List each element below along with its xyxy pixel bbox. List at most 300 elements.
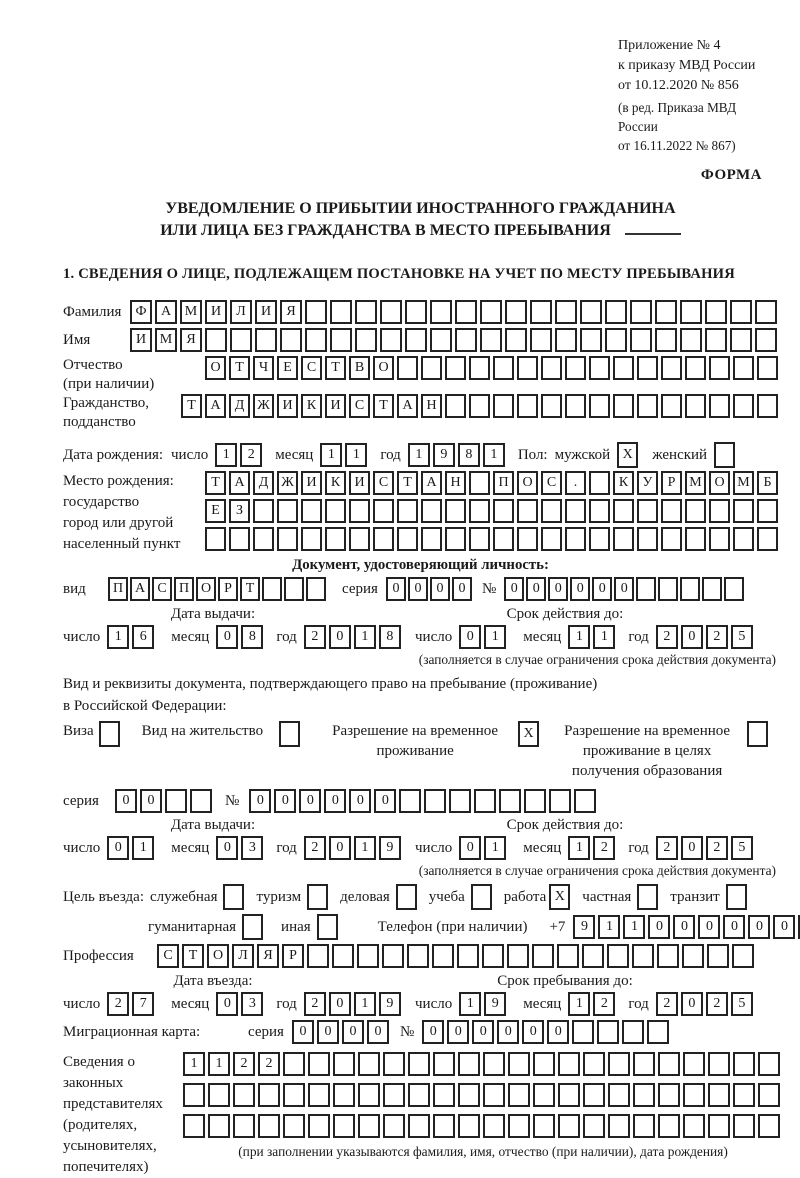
- identity-doc-issue-col: [63, 605, 415, 649]
- char-box-filled: С: [541, 471, 562, 495]
- char-box-filled: 0: [216, 836, 238, 860]
- char-box-empty: [589, 356, 610, 380]
- char-box-filled: О: [517, 471, 538, 495]
- purpose-private: [582, 884, 658, 910]
- char-box-filled: 2: [258, 1052, 280, 1076]
- purpose-work-label: работа: [503, 888, 547, 905]
- char-box-empty: [605, 328, 627, 352]
- field-birth-date: [63, 442, 778, 468]
- char-box-empty: [613, 356, 634, 380]
- char-box-filled: И: [255, 300, 277, 324]
- representatives-label-line5: усыновителях,: [63, 1138, 157, 1154]
- char-box-empty: [685, 356, 706, 380]
- residence-doc-series-boxes: [115, 789, 215, 813]
- purpose-work-checkbox: [549, 884, 570, 910]
- char-box-empty: [458, 1052, 480, 1076]
- char-box-filled: 2: [656, 992, 678, 1016]
- char-box-filled: А: [205, 394, 226, 418]
- char-box-empty: [685, 527, 706, 551]
- patronymic-boxes: [205, 356, 781, 380]
- phone-label: Телефон (при наличии): [377, 918, 528, 935]
- char-box-empty: [445, 527, 466, 551]
- char-box-filled: Д: [253, 471, 274, 495]
- char-box-filled: А: [130, 577, 150, 601]
- residence-doc-intro-line2: в Российской Федерации:: [63, 698, 227, 714]
- char-box-empty: [755, 328, 777, 352]
- char-box-empty: [380, 328, 402, 352]
- residence-doc-intro-line1: Вид и реквизиты документа, подтверждающего право на пребывание (проживание): [63, 676, 598, 692]
- char-box-empty: [637, 884, 658, 910]
- month-label: месяц: [171, 628, 210, 645]
- char-box-empty: [733, 394, 754, 418]
- char-box-empty: [758, 1052, 780, 1076]
- purpose-other-label: иная: [281, 918, 311, 935]
- representatives-note: (при заполнении указываются фамилия, имя, отчество (при наличии), дата рождения): [238, 1144, 728, 1159]
- char-box-empty: [483, 1114, 505, 1138]
- char-box-empty: [613, 394, 634, 418]
- char-box-filled: О: [205, 356, 226, 380]
- char-box-empty: [208, 1114, 230, 1138]
- char-box-empty: [574, 789, 596, 813]
- char-box-filled: 5: [731, 836, 753, 860]
- residence-doc-expiry-col: [415, 816, 778, 860]
- char-box-empty: [262, 577, 282, 601]
- char-box-empty: [508, 1083, 530, 1107]
- char-box-filled: 1: [320, 443, 342, 467]
- char-box-empty: [230, 328, 252, 352]
- representatives-label: [63, 1052, 183, 1178]
- form-title-line1: УВЕДОМЛЕНИЕ О ПРИБЫТИИ ИНОСТРАННОГО ГРАЖДАНИНА: [165, 200, 676, 217]
- char-box-empty: [657, 944, 679, 968]
- surname-label: Фамилия: [63, 304, 122, 320]
- char-box-empty: [530, 300, 552, 324]
- char-box-filled: 0: [570, 577, 590, 601]
- char-box-filled: 0: [386, 577, 406, 601]
- char-box-empty: [555, 300, 577, 324]
- stay-until-col: [415, 972, 778, 1016]
- char-box-empty: [205, 527, 226, 551]
- char-box-empty: [493, 527, 514, 551]
- char-box-empty: [445, 499, 466, 523]
- char-box-empty: [680, 300, 702, 324]
- migration-card-number-label: №: [399, 1024, 415, 1040]
- char-box-filled: И: [277, 394, 298, 418]
- char-box-filled: 1: [354, 836, 376, 860]
- char-box-empty: [255, 328, 277, 352]
- char-box-filled: Я: [180, 328, 202, 352]
- representatives-right: [183, 1052, 783, 1160]
- stay-year-boxes: [656, 992, 756, 1016]
- char-box-empty: [330, 328, 352, 352]
- char-box-empty: [709, 527, 730, 551]
- char-box-empty: [223, 884, 244, 910]
- month-label: месяц: [523, 628, 562, 645]
- char-box-empty: [636, 577, 656, 601]
- char-box-filled: 0: [681, 992, 703, 1016]
- char-box-filled: Т: [205, 471, 226, 495]
- char-box-empty: [589, 499, 610, 523]
- char-box-empty: [607, 944, 629, 968]
- identity-expiry-day-boxes: [459, 625, 509, 649]
- residence-doc-number-boxes: [249, 789, 599, 813]
- char-box-filled: Ж: [277, 471, 298, 495]
- form-title-line2-text: ИЛИ ЛИЦА БЕЗ ГРАЖДАНСТВА В МЕСТО ПРЕБЫВАНИЯ: [160, 222, 611, 239]
- char-box-empty: [517, 394, 538, 418]
- char-box-filled: 2: [593, 836, 615, 860]
- char-box-filled: 0: [274, 789, 296, 813]
- char-box-filled: X: [549, 884, 570, 910]
- char-box-filled: 0: [748, 915, 770, 939]
- char-box-empty: [505, 300, 527, 324]
- char-box-empty: [582, 944, 604, 968]
- identity-doc-expiry-title: Срок действия до:: [506, 606, 624, 622]
- form-title-line2: [63, 220, 778, 242]
- char-box-filled: О: [709, 471, 730, 495]
- patronymic-label-line2: (при наличии): [63, 376, 155, 392]
- option-visa: [63, 721, 120, 747]
- char-box-empty: [647, 1020, 669, 1044]
- char-box-filled: 9: [379, 836, 401, 860]
- char-box-filled: 1: [132, 836, 154, 860]
- identity-doc-expiry-date: [415, 625, 778, 649]
- char-box-filled: У: [637, 471, 658, 495]
- char-box-filled: Т: [325, 356, 346, 380]
- phone-prefix: +7: [549, 918, 566, 935]
- char-box-filled: 0: [292, 1020, 314, 1044]
- char-box-empty: [589, 527, 610, 551]
- char-box-empty: [165, 789, 187, 813]
- char-box-filled: С: [152, 577, 172, 601]
- char-box-filled: П: [493, 471, 514, 495]
- char-box-empty: [757, 356, 778, 380]
- char-box-filled: 0: [698, 915, 720, 939]
- char-box-filled: 0: [342, 1020, 364, 1044]
- char-box-filled: А: [229, 471, 250, 495]
- char-box-empty: [633, 1052, 655, 1076]
- char-box-empty: [733, 1114, 755, 1138]
- char-box-filled: Т: [229, 356, 250, 380]
- char-box-empty: [469, 499, 490, 523]
- char-box-empty: [613, 499, 634, 523]
- char-box-empty: [541, 356, 562, 380]
- char-box-empty: [433, 1083, 455, 1107]
- birth-day-label: число: [171, 446, 209, 463]
- identity-doc-kind-label: вид: [63, 581, 86, 597]
- char-box-filled: 0: [329, 836, 351, 860]
- char-box-empty: [658, 1083, 680, 1107]
- char-box-filled: 0: [452, 577, 472, 601]
- char-box-empty: [283, 1052, 305, 1076]
- char-box-empty: [724, 577, 744, 601]
- entry-dates: [63, 972, 778, 1016]
- char-box-empty: [458, 1083, 480, 1107]
- birth-month-label: месяц: [275, 446, 314, 463]
- residence-doc-series-row: [63, 789, 778, 813]
- residence-issue-year-boxes: [304, 836, 404, 860]
- char-box-empty: [283, 1083, 305, 1107]
- residence-doc-note: (заполняется в случае ограничения срока действия документа): [418, 863, 776, 878]
- char-box-empty: [708, 1052, 730, 1076]
- purpose-tourism: [256, 884, 328, 910]
- identity-issue-month-boxes: [216, 625, 266, 649]
- char-box-empty: [622, 1020, 644, 1044]
- char-box-empty: [421, 356, 442, 380]
- char-box-filled: 1: [215, 443, 237, 467]
- char-box-filled: 2: [107, 992, 129, 1016]
- char-box-filled: 1: [568, 625, 590, 649]
- representatives-row3: [183, 1114, 783, 1138]
- residence-issue-month-boxes: [216, 836, 266, 860]
- char-box-empty: [480, 328, 502, 352]
- char-box-empty: [680, 577, 700, 601]
- char-box-empty: [507, 944, 529, 968]
- field-patronymic: [63, 356, 778, 394]
- char-box-filled: 1: [623, 915, 645, 939]
- revision-line-1: (в ред. Приказа МВД России: [618, 100, 737, 134]
- identity-doc-kind-boxes: [108, 577, 328, 601]
- char-box-filled: 0: [317, 1020, 339, 1044]
- entry-year-boxes: [304, 992, 404, 1016]
- char-box-empty: [445, 394, 466, 418]
- option-temporary-residence-education: [553, 721, 768, 781]
- char-box-empty: [732, 944, 754, 968]
- char-box-filled: 5: [731, 625, 753, 649]
- char-box-empty: [707, 944, 729, 968]
- char-box-empty: [757, 499, 778, 523]
- char-box-filled: 0: [681, 625, 703, 649]
- char-box-filled: 2: [706, 992, 728, 1016]
- citizenship-label-line2: подданство: [63, 414, 136, 430]
- char-box-empty: [517, 527, 538, 551]
- char-box-filled: 1: [568, 836, 590, 860]
- day-label: число: [415, 839, 453, 856]
- identity-expiry-month-boxes: [568, 625, 618, 649]
- purpose-business-label: деловая: [340, 888, 390, 905]
- purpose-business-checkbox: [396, 884, 417, 910]
- char-box-empty: [99, 721, 120, 747]
- char-box-filled: М: [733, 471, 754, 495]
- char-box-empty: [333, 1083, 355, 1107]
- month-label: месяц: [523, 839, 562, 856]
- char-box-empty: [301, 527, 322, 551]
- identity-doc-issue-title: Дата выдачи:: [170, 606, 256, 622]
- patronymic-label: [63, 356, 205, 394]
- legal-reference-block: [618, 36, 778, 155]
- char-box-filled: 0: [367, 1020, 389, 1044]
- char-box-filled: М: [155, 328, 177, 352]
- stay-until-date: [415, 992, 778, 1016]
- entry-date-col: [63, 972, 415, 1016]
- char-box-empty: [608, 1114, 630, 1138]
- char-box-filled: 2: [304, 836, 326, 860]
- char-box-filled: X: [617, 442, 638, 468]
- char-box-filled: 2: [233, 1052, 255, 1076]
- char-box-empty: [580, 300, 602, 324]
- char-box-empty: [190, 789, 212, 813]
- char-box-empty: [305, 328, 327, 352]
- char-box-filled: Н: [445, 471, 466, 495]
- char-box-filled: 3: [241, 992, 263, 1016]
- char-box-empty: [349, 527, 370, 551]
- purpose-official-checkbox: [223, 884, 244, 910]
- char-box-empty: [708, 1114, 730, 1138]
- purpose-private-label: частная: [582, 888, 632, 905]
- purpose-private-checkbox: [637, 884, 658, 910]
- option-temporary-residence-education-checkbox: [747, 721, 768, 747]
- char-box-filled: 0: [548, 577, 568, 601]
- purpose-other-checkbox: [317, 914, 338, 940]
- char-box-empty: [661, 499, 682, 523]
- char-box-empty: [683, 1083, 705, 1107]
- char-box-empty: [682, 944, 704, 968]
- char-box-empty: [308, 1083, 330, 1107]
- char-box-empty: [397, 499, 418, 523]
- purpose-humanitarian-checkbox: [242, 914, 263, 940]
- char-box-empty: [630, 300, 652, 324]
- identity-doc-header: Документ, удостоверяющий личность:: [292, 557, 549, 573]
- char-box-empty: [307, 884, 328, 910]
- residence-expiry-day-boxes: [459, 836, 509, 860]
- char-box-filled: 0: [329, 992, 351, 1016]
- char-box-empty: [580, 328, 602, 352]
- char-box-empty: [565, 394, 586, 418]
- char-box-empty: [541, 394, 562, 418]
- char-box-filled: М: [685, 471, 706, 495]
- char-box-empty: [396, 884, 417, 910]
- purpose-humanitarian: [148, 914, 263, 940]
- char-box-empty: [758, 1114, 780, 1138]
- profession-boxes: [157, 944, 757, 968]
- purpose-transit: [670, 884, 746, 910]
- char-box-filled: Л: [232, 944, 254, 968]
- char-box-filled: И: [205, 300, 227, 324]
- char-box-filled: 0: [447, 1020, 469, 1044]
- char-box-filled: 0: [459, 836, 481, 860]
- char-box-empty: [469, 356, 490, 380]
- char-box-empty: [455, 300, 477, 324]
- field-profession: [63, 944, 778, 968]
- citizenship-boxes: [181, 394, 781, 418]
- char-box-filled: А: [397, 394, 418, 418]
- char-box-empty: [589, 471, 610, 495]
- char-box-filled: 7: [132, 992, 154, 1016]
- char-box-empty: [483, 1052, 505, 1076]
- purpose-transit-label: транзит: [670, 888, 720, 905]
- char-box-filled: 1: [208, 1052, 230, 1076]
- char-box-filled: 0: [430, 577, 450, 601]
- option-visa-checkbox: [99, 721, 120, 747]
- gender-label: Пол:: [517, 446, 548, 463]
- char-box-filled: 2: [304, 992, 326, 1016]
- char-box-filled: 0: [216, 992, 238, 1016]
- char-box-empty: [708, 1083, 730, 1107]
- char-box-empty: [405, 300, 427, 324]
- char-box-filled: Р: [661, 471, 682, 495]
- char-box-filled: X: [518, 721, 539, 747]
- month-label: месяц: [523, 995, 562, 1012]
- char-box-filled: 0: [107, 836, 129, 860]
- char-box-filled: 1: [483, 443, 505, 467]
- char-box-filled: 3: [241, 836, 263, 860]
- form-title: [63, 198, 778, 242]
- char-box-empty: [480, 300, 502, 324]
- char-box-empty: [597, 1020, 619, 1044]
- char-box-empty: [183, 1083, 205, 1107]
- purpose-official-label: служебная: [149, 888, 218, 905]
- char-box-filled: Т: [240, 577, 260, 601]
- char-box-empty: [349, 499, 370, 523]
- day-label: число: [415, 995, 453, 1012]
- purpose-transit-checkbox: [726, 884, 747, 910]
- char-box-filled: С: [373, 471, 394, 495]
- char-box-filled: 8: [379, 625, 401, 649]
- char-box-empty: [183, 1114, 205, 1138]
- char-box-empty: [279, 721, 300, 747]
- char-box-empty: [383, 1052, 405, 1076]
- residence-expiry-year-boxes: [656, 836, 756, 860]
- appendix-line: Приложение № 4: [618, 38, 721, 53]
- char-box-empty: [474, 789, 496, 813]
- char-box-empty: [408, 1114, 430, 1138]
- birth-year-boxes: [408, 443, 508, 467]
- birth-place-row1: [205, 471, 781, 495]
- section1-title: 1. СВЕДЕНИЯ О ЛИЦЕ, ПОДЛЕЖАЩЕМ ПОСТАНОВКЕ НА УЧЕТ ПО МЕСТУ ПРЕБЫВАНИЯ: [63, 266, 735, 282]
- birth-year-label: год: [380, 446, 401, 463]
- char-box-filled: Д: [229, 394, 250, 418]
- char-box-empty: [383, 1083, 405, 1107]
- entry-date: [63, 992, 415, 1016]
- char-box-empty: [661, 356, 682, 380]
- char-box-filled: 1: [598, 915, 620, 939]
- char-box-empty: [637, 356, 658, 380]
- char-box-filled: М: [180, 300, 202, 324]
- char-box-filled: 0: [648, 915, 670, 939]
- char-box-empty: [517, 499, 538, 523]
- char-box-filled: 1: [459, 992, 481, 1016]
- char-box-empty: [541, 527, 562, 551]
- birth-place-label-line3: город или другой: [63, 515, 174, 531]
- option-visa-label: Виза: [63, 723, 94, 739]
- residence-doc-dates: [63, 816, 778, 860]
- char-box-empty: [702, 577, 722, 601]
- order-number-line: от 10.12.2020 № 856: [618, 78, 739, 93]
- char-box-empty: [397, 356, 418, 380]
- char-box-empty: [558, 1083, 580, 1107]
- char-box-filled: 1: [354, 992, 376, 1016]
- char-box-filled: .: [565, 471, 586, 495]
- char-box-filled: 0: [216, 625, 238, 649]
- char-box-empty: [726, 884, 747, 910]
- char-box-empty: [637, 527, 658, 551]
- char-box-filled: 0: [329, 625, 351, 649]
- char-box-filled: 1: [408, 443, 430, 467]
- char-box-empty: [632, 944, 654, 968]
- char-box-empty: [755, 300, 777, 324]
- char-box-filled: 0: [299, 789, 321, 813]
- residence-doc-options: [63, 721, 778, 781]
- birth-place-row3: [205, 527, 781, 551]
- identity-doc-issue-date: [63, 625, 415, 649]
- option-residence-permit-label: Вид на жительство: [141, 723, 264, 739]
- phone-boxes: [573, 915, 800, 939]
- char-box-empty: [233, 1083, 255, 1107]
- char-box-empty: [633, 1114, 655, 1138]
- char-box-empty: [558, 1114, 580, 1138]
- char-box-filled: С: [349, 394, 370, 418]
- char-box-filled: 0: [723, 915, 745, 939]
- birth-place-label-line1: Место рождения:: [63, 473, 174, 489]
- char-box-filled: К: [613, 471, 634, 495]
